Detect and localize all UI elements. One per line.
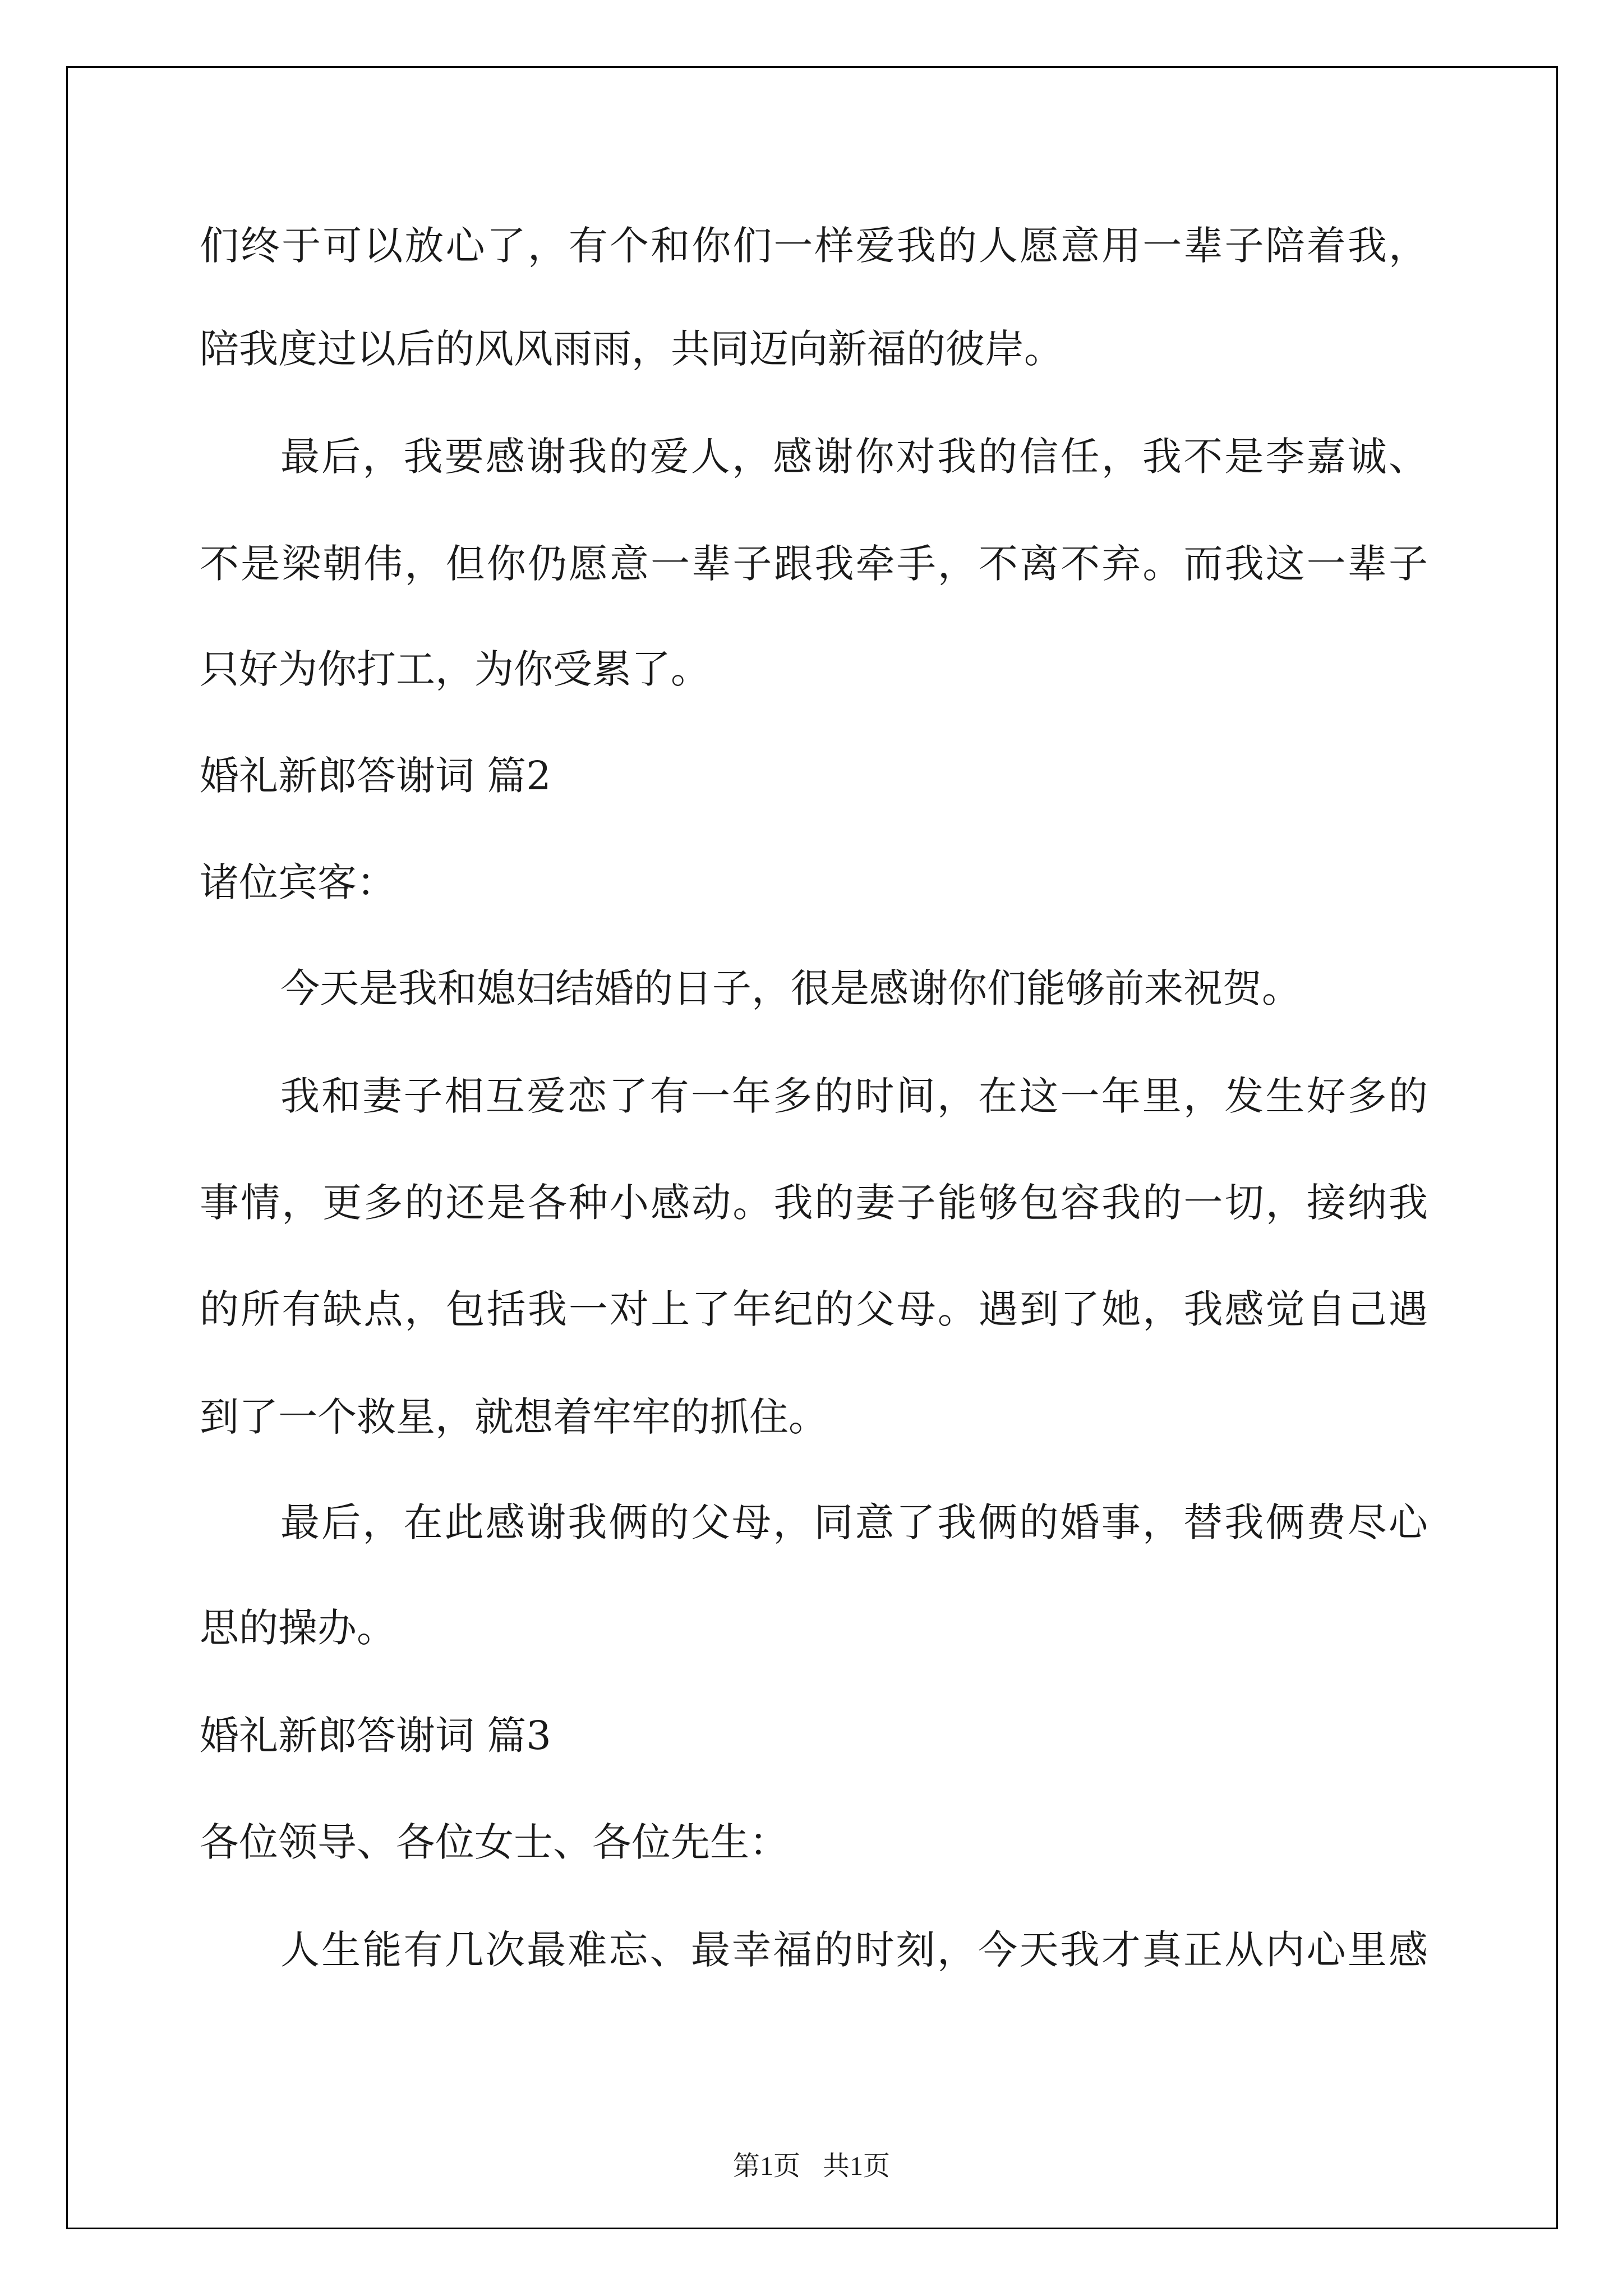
section-heading: 婚礼新郎答谢词 篇3 xyxy=(200,1713,551,1759)
page-number: 第1页 xyxy=(732,2151,800,2181)
paragraph-line: 今天是我和媳妇结婚的日子，很是感谢你们能够前来祝贺。 xyxy=(280,965,1301,1011)
paragraph-line: 最后，我要感谢我的爱人，感谢你对我的信任，我不是李嘉诚、 xyxy=(280,434,1428,480)
page-total: 共1页 xyxy=(823,2151,891,2181)
paragraph-line: 不是梁朝伟，但你仍愿意一辈子跟我牵手，不离不弃。而我这一辈子 xyxy=(200,541,1428,587)
salutation: 诸位宾客： xyxy=(200,859,396,905)
paragraph-line: 思的操办。 xyxy=(200,1605,396,1651)
page-footer xyxy=(0,2150,1623,2183)
paragraph-line: 到了一个救星，就想着牢牢的抓住。 xyxy=(200,1394,828,1440)
section-heading: 婚礼新郎答谢词 篇2 xyxy=(200,753,551,799)
paragraph-line: 事情，更多的还是各种小感动。我的妻子能够包容我的一切，接纳我 xyxy=(200,1180,1428,1226)
paragraph-line: 只好为你打工，为你受累了。 xyxy=(200,646,710,692)
page-border xyxy=(66,66,1558,2229)
paragraph-line: 最后，在此感谢我俩的父母，同意了我俩的婚事，替我俩费尽心 xyxy=(280,1499,1428,1545)
paragraph-line: 人生能有几次最难忘、最幸福的时刻，今天我才真正从内心里感 xyxy=(280,1927,1428,1973)
salutation: 各位领导、各位女士、各位先生： xyxy=(200,1819,789,1865)
paragraph-line: 我和妻子相互爱恋了有一年多的时间，在这一年里，发生好多的 xyxy=(280,1073,1428,1119)
paragraph-line: 们终于可以放心了，有个和你们一样爱我的人愿意用一辈子陪着我， xyxy=(200,223,1428,269)
paragraph-line: 的所有缺点，包括我一对上了年纪的父母。遇到了她，我感觉自己遇 xyxy=(200,1286,1428,1332)
paragraph-line: 陪我度过以后的风风雨雨，共同迈向新福的彼岸。 xyxy=(200,326,1063,372)
